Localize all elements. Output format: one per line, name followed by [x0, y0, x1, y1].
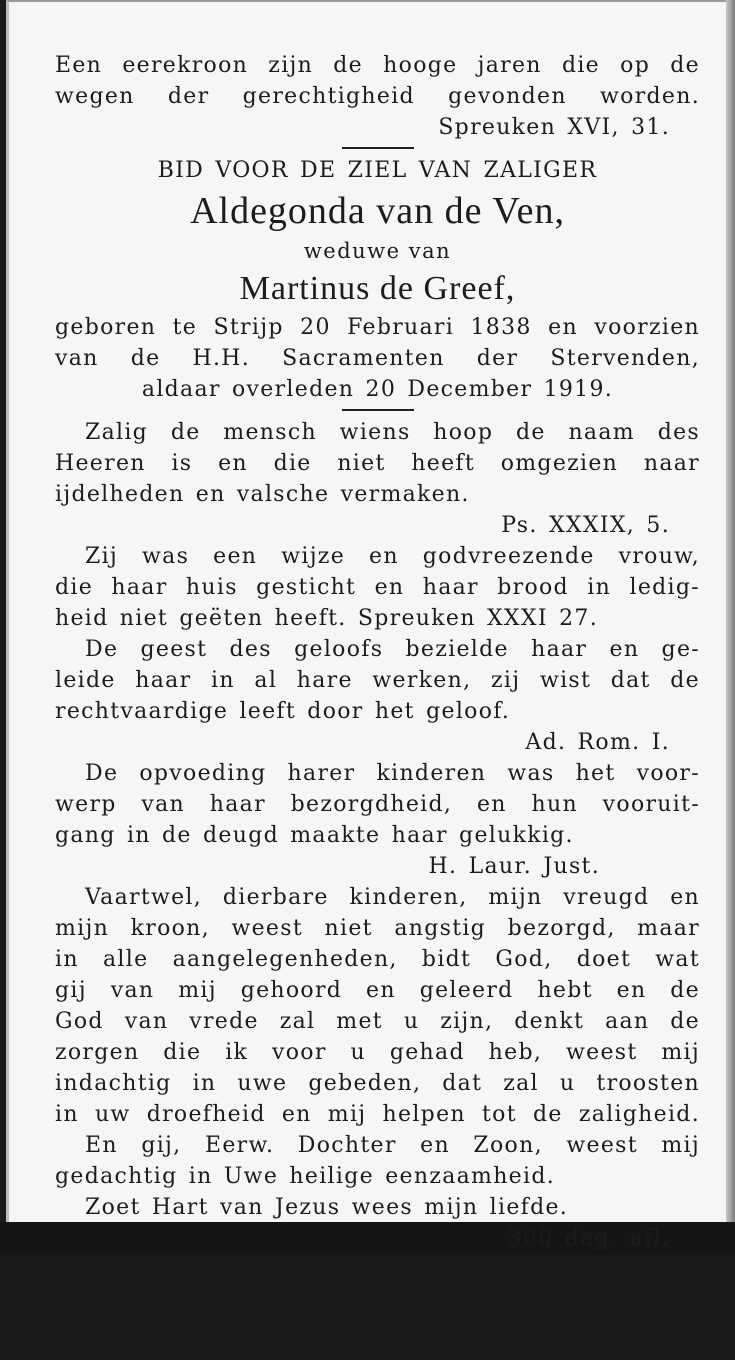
prayer-heading: BID VOOR DE ZIEL VAN ZALIGER	[157, 158, 598, 183]
farewell-line: Vaartwel, dierbare kinderen, mijn vreugd en	[85, 885, 700, 910]
quote-source: Ad. Rom. I.	[525, 730, 670, 755]
epigraph-source: Spreuken XVI, 31.	[438, 115, 670, 140]
quote-line: leide haar in al hare werken, zij wist dat de	[55, 668, 700, 693]
quote-line: De geest des geloofs bezielde haar en ge-	[85, 637, 700, 662]
deceased-name: Aldegonda van de Ven,	[190, 190, 565, 232]
card-text	[55, 50, 700, 1360]
divider	[342, 147, 414, 149]
farewell-line: gedachtig in Uwe heilige eenzaamheid.	[55, 1164, 556, 1189]
epigraph-line: Een eerekroon zijn de hooge jaren die op de	[55, 53, 700, 78]
quote-line: werp van haar bezorgdheid, en hun vooruit-	[55, 792, 700, 817]
biography-line: aldaar overleden 20 December 1919.	[141, 377, 614, 402]
quote-source: H. Laur. Just.	[428, 854, 600, 879]
biography-line: geboren te Strijp 20 Februari 1838 en voorzien	[55, 315, 700, 340]
invocation: Zoet Hart van Maria wees mijn zaligheid.	[85, 1257, 619, 1282]
closing-rip: R. I. P.	[245, 1324, 450, 1352]
farewell-line: En gij, Eerw. Dochter en Zoon, weest mij	[85, 1133, 700, 1158]
invocation: Zoet Hart van Jezus wees mijn liefde.	[85, 1195, 569, 1220]
farewell-line: zorgen die ik voor u gehad heb, weest mij	[55, 1040, 700, 1065]
quote-line: heid niet geëten heeft. Spreuken XXXI 27.	[55, 606, 599, 631]
relation-label: weduwe van	[303, 239, 452, 263]
spouse-name: Martinus de Greef,	[239, 270, 516, 307]
farewell-line: indachtig in uwe gebeden, dat zal u troosten	[55, 1071, 700, 1096]
quote-line: Zalig de mensch wiens hoop de naam des	[85, 420, 700, 445]
quote-line: gang in de deugd maakte haar gelukkig.	[55, 823, 574, 848]
indulgence: 300 dag. afl.	[507, 1288, 670, 1313]
divider	[342, 409, 414, 411]
farewell-line: in uw droefheid en mij helpen tot de zaligheid.	[55, 1102, 700, 1127]
biography-line: van de H.H. Sacramenten der Stervenden,	[55, 346, 700, 371]
farewell-line: God van vrede zal met u zijn, denkt aan de	[55, 1009, 700, 1034]
card-edge	[726, 0, 735, 1222]
farewell-line: in alle aangelegenheden, bidt God, doet wat	[55, 947, 700, 972]
farewell-line: mijn kroon, weest niet angstig bezorgd, maar	[55, 916, 700, 941]
quote-line: De opvoeding harer kinderen was het voor-	[85, 761, 700, 786]
quote-line: ijdelheden en valsche vermaken.	[55, 482, 470, 507]
indulgence: 300 dag. afl.	[507, 1226, 670, 1251]
quote-line: Zij was een wijze en godvreezende vrouw,	[85, 544, 700, 569]
quote-source: Ps. XXXIX, 5.	[501, 513, 670, 538]
quote-line: die haar huis gesticht en haar brood in ledig-	[55, 575, 700, 600]
epigraph-line: wegen der gerechtigheid gevonden worden.	[55, 84, 700, 109]
quote-line: Heeren is en die niet heeft omgezien naar	[55, 451, 700, 476]
quote-line: rechtvaardige leeft door het geloof.	[55, 699, 511, 724]
farewell-line: gij van mij gehoord en geleerd hebt en de	[55, 978, 700, 1003]
